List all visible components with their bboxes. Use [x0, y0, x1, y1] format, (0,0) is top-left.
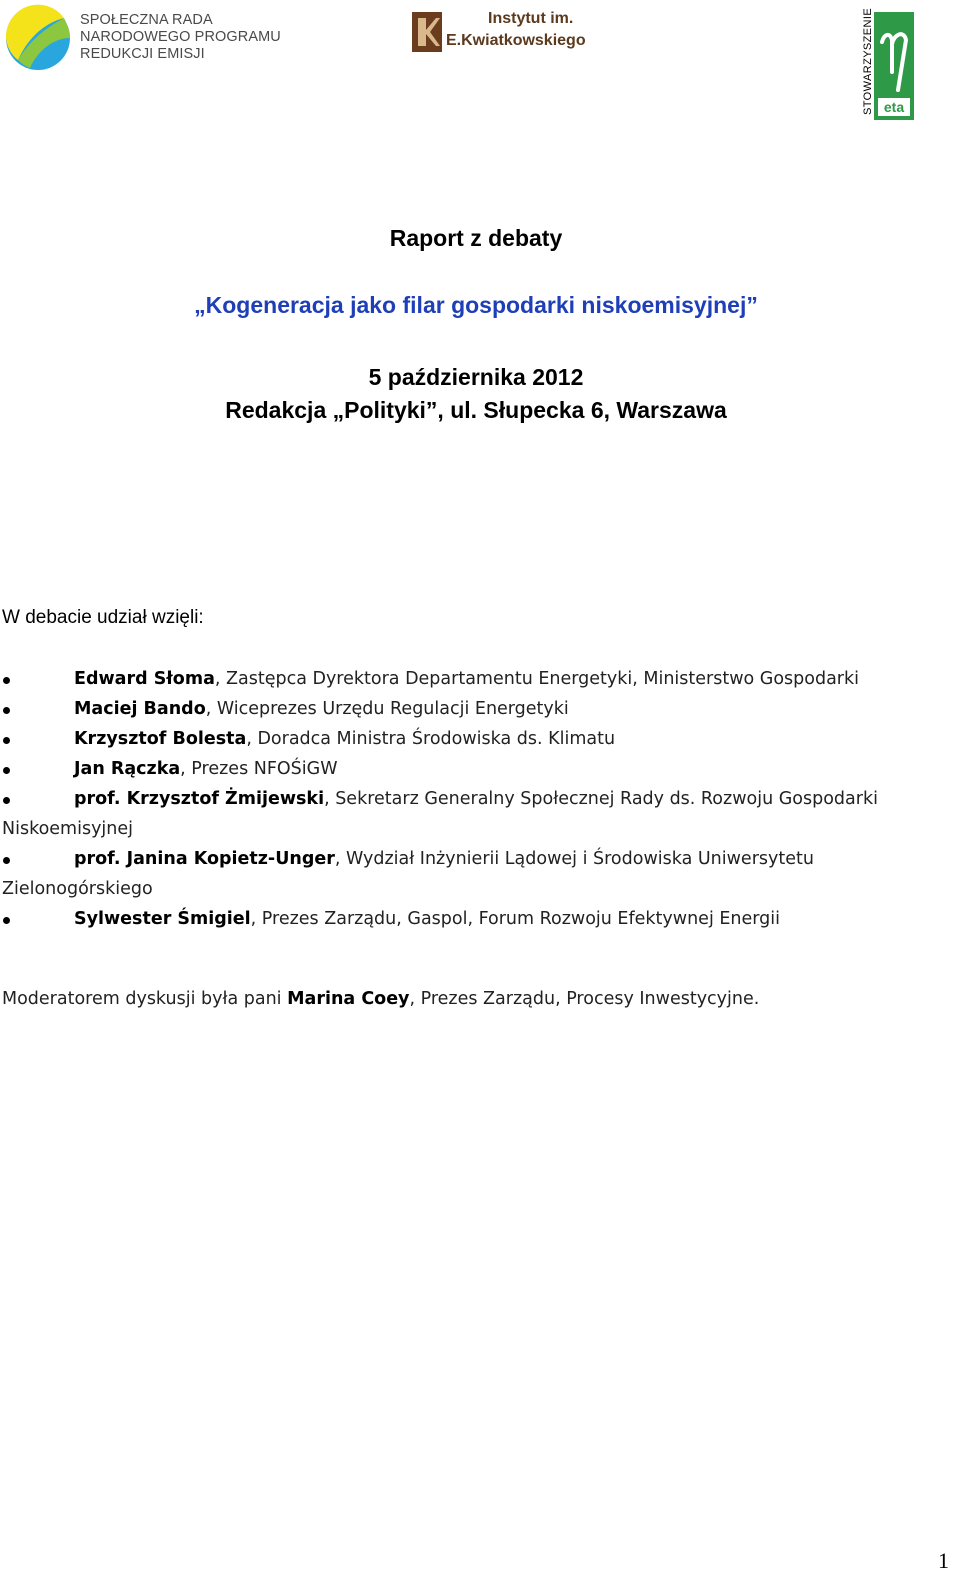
participant-name: Jan Rączka [74, 759, 181, 779]
debate-date: 5 października 2012 [368, 364, 584, 390]
participant-name: prof. Janina Kopietz-Unger [74, 849, 335, 869]
moderator-suffix: , Prezes Zarządu, Procesy Inwestycyjne. [409, 989, 760, 1009]
participant-role: , Zastępca Dyrektora Departamentu Energetyki, Ministerstwo Gospodarki [214, 669, 859, 689]
participant-name: Maciej Bando [74, 699, 206, 719]
participant-name: Sylwester Śmigiel [74, 909, 251, 929]
eta-logo-wordmark: eta [883, 99, 905, 115]
participant-name: Krzysztof Bolesta [74, 729, 247, 749]
iek-logo-line2: E.Kwiatkowskiego [446, 32, 586, 49]
moderator-prefix: Moderatorem dyskusji była pani [2, 989, 288, 1009]
list-item [0, 664, 958, 694]
iek-logo [410, 6, 596, 56]
participant-role: , Wydział Inżynierii Lądowej i Środowiska Uniwersytetu Zielonogórskiego [2, 849, 814, 899]
report-title: Raport z debaty [389, 225, 563, 251]
bullet-icon [3, 797, 10, 804]
eta-logo-vertical-text: STOWARZYSZENIE [862, 7, 874, 115]
participants-intro: W debacie udział wzięli: [2, 607, 204, 628]
participant-role: , Sekretarz Generalny Społecznej Rady ds. Rozwoju Gospodarki Niskoemisyjnej [2, 789, 878, 839]
list-item [0, 784, 958, 844]
moderator-line [2, 989, 958, 1009]
iek-logo-line1: Instytut im. [488, 10, 574, 27]
list-item [0, 904, 958, 934]
participant-name: prof. Krzysztof Żmijewski [74, 789, 325, 809]
srnpre-logo-line: REDUKCJI EMISJI [80, 46, 205, 62]
participant-role: , Prezes NFOŚiGW [180, 759, 338, 779]
bullet-icon [3, 767, 10, 774]
bullet-icon [3, 917, 10, 924]
srnpre-logo-text [80, 12, 281, 63]
srnpre-logo-line: SPOŁECZNA RADA [80, 12, 213, 28]
bullet-icon [3, 857, 10, 864]
debate-subtitle: „Kogeneracja jako filar gospodarki niskoemisyjnej” [194, 292, 758, 318]
srnpre-logo-mark [4, 4, 74, 72]
list-item [0, 754, 958, 784]
debate-venue: Redakcja „Polityki”, ul. Słupecka 6, Warszawa [225, 397, 727, 423]
iek-logo-mark [412, 12, 442, 52]
bullet-icon [3, 677, 10, 684]
participant-name: Edward Słoma [74, 669, 215, 689]
participant-role: , Prezes Zarządu, Gaspol, Forum Rozwoju Efektywnej Energii [250, 909, 780, 929]
eta-logo-mark [874, 12, 914, 120]
srnpre-logo [4, 4, 281, 72]
list-item [0, 844, 958, 904]
participants-list [0, 664, 958, 934]
bullet-icon [3, 707, 10, 714]
moderator-name: Marina Coey [287, 989, 410, 1009]
srnpre-logo-line: NARODOWEGO PROGRAMU [80, 29, 281, 45]
page-number: 1 [938, 1548, 949, 1573]
eta-logo [858, 7, 918, 122]
participant-role: , Doradca Ministra Środowiska ds. Klimatu [246, 729, 616, 749]
list-item [0, 694, 958, 724]
list-item [0, 724, 958, 754]
participant-role: , Wiceprezes Urzędu Regulacji Energetyki [205, 699, 569, 719]
bullet-icon [3, 737, 10, 744]
